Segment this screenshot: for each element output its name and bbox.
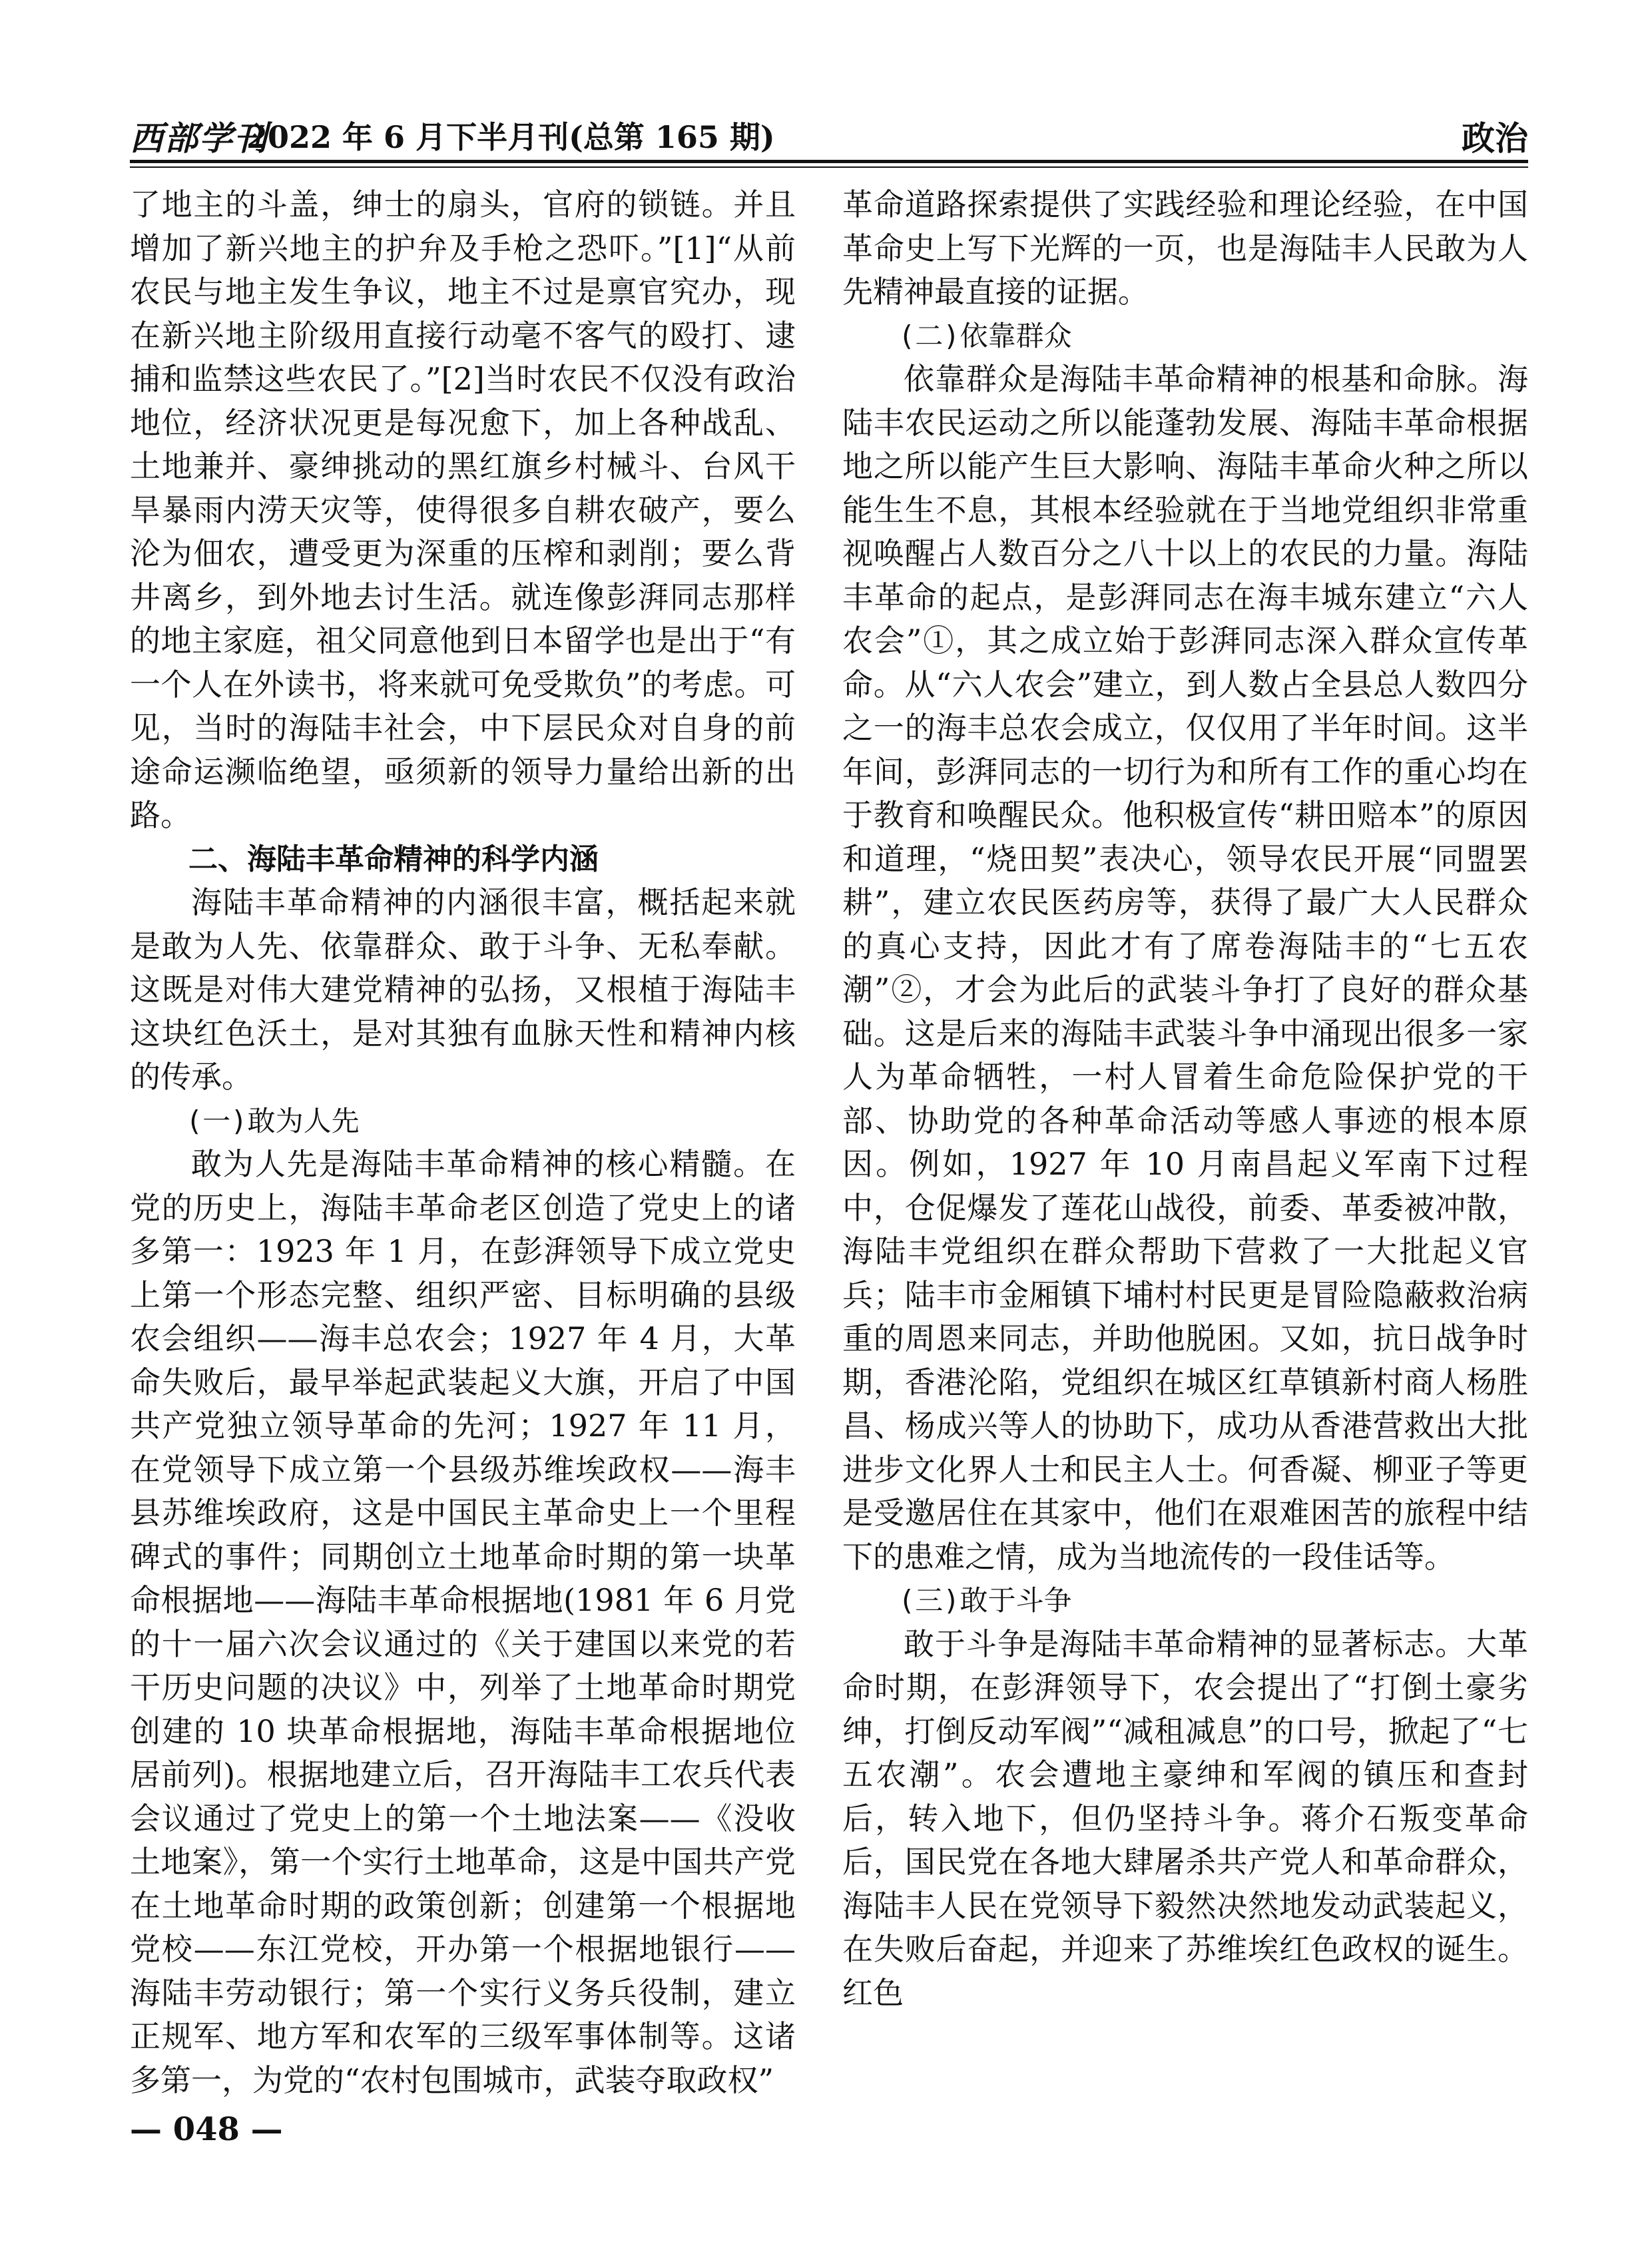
subsection-heading: (三)敢于斗争	[898, 1584, 1072, 1617]
header-rule-thin	[130, 166, 1528, 168]
journal-logo: 西部学刊	[130, 119, 268, 158]
paragraph: 革命道路探索提供了实践经验和理论经验，在中国革命史上写下光辉的一页，也是海陆丰人民敢为人先精神最直接的证据。	[842, 186, 1528, 310]
paragraph: 敢于斗争是海陆丰革命精神的显著标志。大革命时期，在彭湃领导下，农会提出了“打倒土豪劣绅，打倒反动军阀”“减租减息”的口号，掀起了“七五农潮”。农会遭地主豪绅和军阀的镇压和查封后，转入地下，但仍坚持斗争。蒋介石叛变革命后，国民党在各地大肆屠杀共产党人和革命群众，海陆丰人民在党领导下毅然决然地发动武装起义，在失败后奋起，并迎来了苏维埃红色政权的诞生。红色	[842, 1625, 1528, 2011]
left-column	[130, 183, 796, 2102]
running-header	[130, 107, 1528, 160]
header-rule-thick	[130, 160, 1528, 163]
paragraph: 敢为人先是海陆丰革命精神的核心精髓。在党的历史上，海陆丰革命老区创造了党史上的诸多第一：1923 年 1 月，在彭湃领导下成立党史上第一个形态完整、组织严密、目标明确的县级农会组织——海丰总农会；1927 年 4 月，大革命失败后，最早举起武装起义大旗，开启了中国共产党独立领导革命的先河；1927 年 11 月，在党领导下成立第一个县级苏维埃政权——海丰县苏维埃政府，这是中国民主革命史上一个里程碑式的事件；同期创立土地革命时期的第一块革命根据地——海陆丰革命根据地(1981 年 6 月党的十一届六次会议通过的《关于建国以来党的若干历史问题的决议》中，列举了土地革命时期党创建的 10 块革命根据地，海陆丰革命根据地位居前列)。根据地建立后，召开海陆丰工农兵代表会议通过了党史上的第一个土地法案——《没收土地案》，第一个实行土地革命，这是中国共产党在土地革命时期的政策创新；创建第一个根据地党校——东江党校，开办第一个根据地银行——海陆丰劳动银行；第一个实行义务兵役制，建立正规军、地方军和农军的三级军事体制等。这诸多第一，为党的“农村包围城市，武装夺取政权”	[130, 1146, 796, 2098]
subsection-heading: (二)依靠群众	[898, 319, 1072, 352]
section-heading: 二、海陆丰革命精神的科学内涵	[188, 842, 599, 876]
section-name: 政治	[1462, 119, 1528, 158]
page-number: — 048 —	[130, 2111, 283, 2148]
subsection-heading: (一)敢为人先	[186, 1104, 360, 1137]
paragraph: 海陆丰革命精神的内涵很丰富，概括起来就是敢为人先、依靠群众、敢于斗争、无私奉献。这既是对伟大建党精神的弘扬，又根植于海陆丰这块红色沃土，是对其独有血脉天性和精神内核的传承。	[130, 884, 796, 1095]
paragraph: 依靠群众是海陆丰革命精神的根基和命脉。海陆丰农民运动之所以能蓬勃发展、海陆丰革命根据地之所以能产生巨大影响、海陆丰革命火种之所以能生生不息，其根本经验就在于当地党组织非常重视唤醒占人数百分之八十以上的农民的力量。海陆丰革命的起点，是彭湃同志在海丰城东建立“六人农会”①，其之成立始于彭湃同志深入群众宣传革命。从“六人农会”建立，到人数占全县总人数四分之一的海丰总农会成立，仅仅用了半年时间。这半年间，彭湃同志的一切行为和所有工作的重心均在于教育和唤醒民众。他积极宣传“耕田赔本”的原因和道理，“烧田契”表决心，领导农民开展“同盟罢耕”，建立农民医药房等，获得了最广大人民群众的真心支持，因此才有了席卷海陆丰的“七五农潮”②，才会为此后的武装斗争打了良好的群众基础。这是后来的海陆丰武装斗争中涌现出很多一家人为革命牺牲，一村人冒着生命危险保护党的干部、协助党的各种革命活动等感人事迹的根本原因。例如，1927 年 10 月南昌起义军南下过程中，仓促爆发了莲花山战役，前委、革委被冲散，海陆丰党组织在群众帮助下营救了一大批起义官兵；陆丰市金厢镇下埔村村民更是冒险隐蔽救治病重的周恩来同志，并助他脱困。又如，抗日战争时期，香港沦陷，党组织在城区红草镇新村商人杨胜昌、杨成兴等人的协助下，成功从香港营救出大批进步文化界人士和民主人士。何香凝、柳亚子等更是受邀居住在其家中，他们在艰难困苦的旅程中结下的患难之情，成为当地流传的一段佳话等。	[842, 361, 1528, 1575]
paragraph: 了地主的斗盖，绅士的扇头，官府的锁链。并且增加了新兴地主的护弁及手枪之恐吓。”[1]“从前农民与地主发生争议，地主不过是禀官究办，现在新兴地主阶级用直接行动毫不客气的殴打、逮捕和监禁这些农民了。”[2]当时农民不仅没有政治地位，经济状况更是每况愈下，加上各种战乱、土地兼并、豪绅挑动的黑红旗乡村械斗、台风干旱暴雨内涝天灾等，使得很多自耕农破产，要么沦为佃农，遭受更为深重的压榨和剥削；要么背井离乡，到外地去讨生活。就连像彭湃同志那样的地主家庭，祖父同意他到日本留学也是出于“有一个人在外读书，将来就可免受欺负”的考虑。可见，当时的海陆丰社会，中下层民众对自身的前途命运濒临绝望，亟须新的领导力量给出新的出路。	[130, 186, 796, 833]
right-column	[842, 183, 1528, 2015]
issue-info: 2022 年 6 月下半月刊(总第 165 期)	[246, 119, 775, 155]
